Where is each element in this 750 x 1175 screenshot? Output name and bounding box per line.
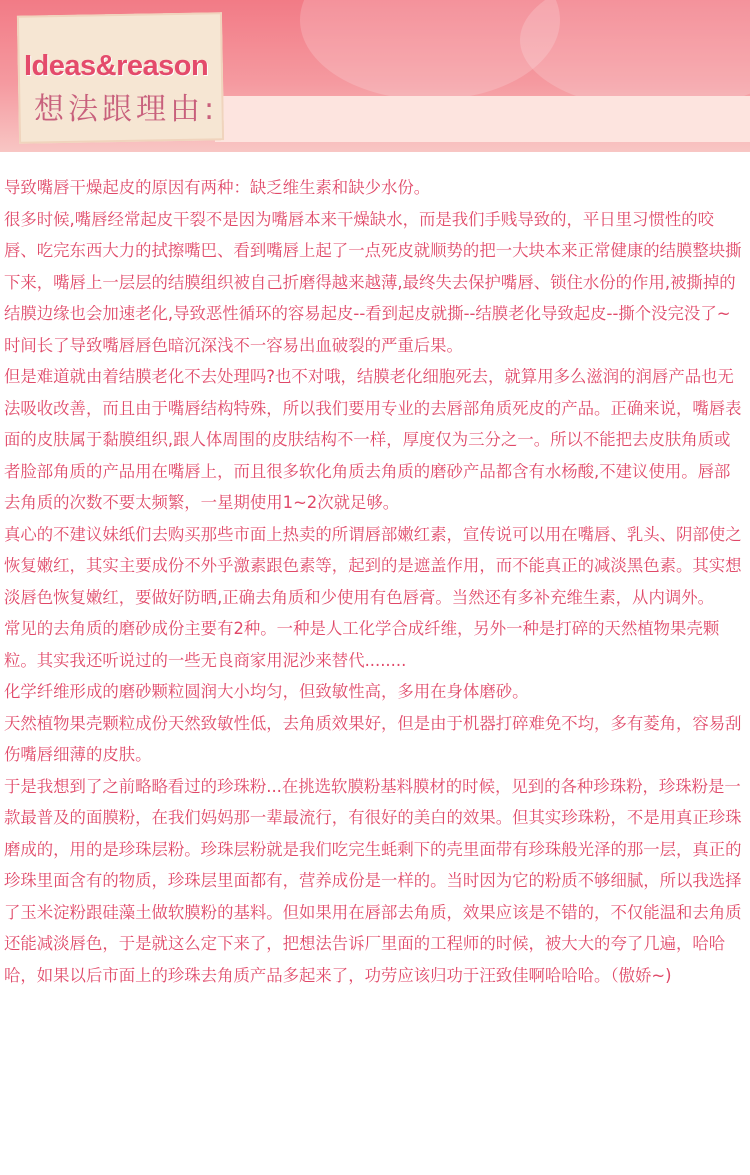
- title-strip: [215, 96, 750, 142]
- header-banner: [0, 0, 750, 152]
- paragraph: 常见的去角质的磨砂成份主要有2种。一种是人工化学合成纤维，另外一种是打碎的天然植物果壳颗粒。其实我还听说过的一些无良商家用泥沙来替代........: [4, 619, 720, 670]
- decorative-blob: [520, 0, 750, 110]
- paragraph: 真心的不建议妹纸们去购买那些市面上热卖的所谓唇部嫩红素，宣传说可以用在嘴唇、乳头、阴部使之恢复嫩红，其实主要成份不外乎激素跟色素等，起到的是遮盖作用，而不能真正的减淡黑色素。其实想淡唇色恢复嫩红，要做好防晒,正确去角质和少使用有色唇膏。当然还有多补充维生素，从内调外。: [4, 524, 742, 607]
- paragraph: 于是我想到了之前略略看过的珍珠粉...在挑选软膜粉基料膜材的时候，见到的各种珍珠粉，珍珠粉是一款最普及的面膜粉，在我们妈妈那一辈最流行，有很好的美白的效果。但其实珍珠粉，不是用真正珍珠磨成的，用的是珍珠层粉。珍珠层粉就是我们吃完生蚝剩下的壳里面带有珍珠般光泽的那一层，真正的珍珠里面含有的物质，珍珠层里面都有，营养成份是一样的。当时因为它的粉质不够细腻，所以我选择了玉米淀粉跟硅藻土做软膜粉的基料。但如果用在唇部去角质，效果应该是不错的，不仅能温和去角质还能减淡唇色，于是就这么定下来了，把想法告诉厂里面的工程师的时候，被大大的夸了几遍，哈哈哈，如果以后市面上的珍珠去角质产品多起来了，功劳应该归功于汪致佳啊哈哈哈。（傲娇~): [4, 776, 742, 985]
- paragraph: 天然植物果壳颗粒成份天然致敏性低，去角质效果好，但是由于机器打碎难免不均，多有菱角，容易刮伤嘴唇细薄的皮肤。: [4, 713, 742, 764]
- article-body: [4, 172, 746, 991]
- paragraph: 导致嘴唇干燥起皮的原因有两种：缺乏维生素和缺少水份。: [4, 178, 431, 197]
- paragraph: 但是难道就由着结膜老化不去处理吗?也不对哦，结膜老化细胞死去，就算用多么滋润的润唇产品也无法吸收改善，而且由于嘴唇结构特殊，所以我们要用专业的去唇部角质死皮的产品。正确来说，嘴唇表面的皮肤属于黏膜组织,跟人体周围的皮肤结构不一样，厚度仅为三分之一。所以不能把去皮肤角质或者脸部角质的产品用在嘴唇上，而且很多软化角质去角质的磨砂产品都含有水杨酸,不建议使用。唇部去角质的次数不要太频繁，一星期使用1~2次就足够。: [4, 367, 742, 512]
- title-english: Ideas&reason: [24, 50, 209, 82]
- paragraph: 化学纤维形成的磨砂颗粒圆润大小均匀，但致敏性高，多用在身体磨砂。: [4, 682, 529, 701]
- title-chinese: 想法跟理由:: [34, 92, 219, 127]
- paragraph: 很多时候,嘴唇经常起皮干裂不是因为嘴唇本来干燥缺水，而是我们手贱导致的，平日里习惯性的咬唇、吃完东西大力的拭擦嘴巴、看到嘴唇上起了一点死皮就顺势的把一大块本来正常健康的结膜整块撕下来，嘴唇上一层层的结膜组织被自己折磨得越来越薄,最终失去保护嘴唇、锁住水份的作用,被撕掉的结膜边缘也会加速老化,导致恶性循环的容易起皮--看到起皮就撕--结膜老化导致起皮--撕个没完没了~时间长了导致嘴唇唇色暗沉深浅不一容易出血破裂的严重后果。: [4, 209, 742, 355]
